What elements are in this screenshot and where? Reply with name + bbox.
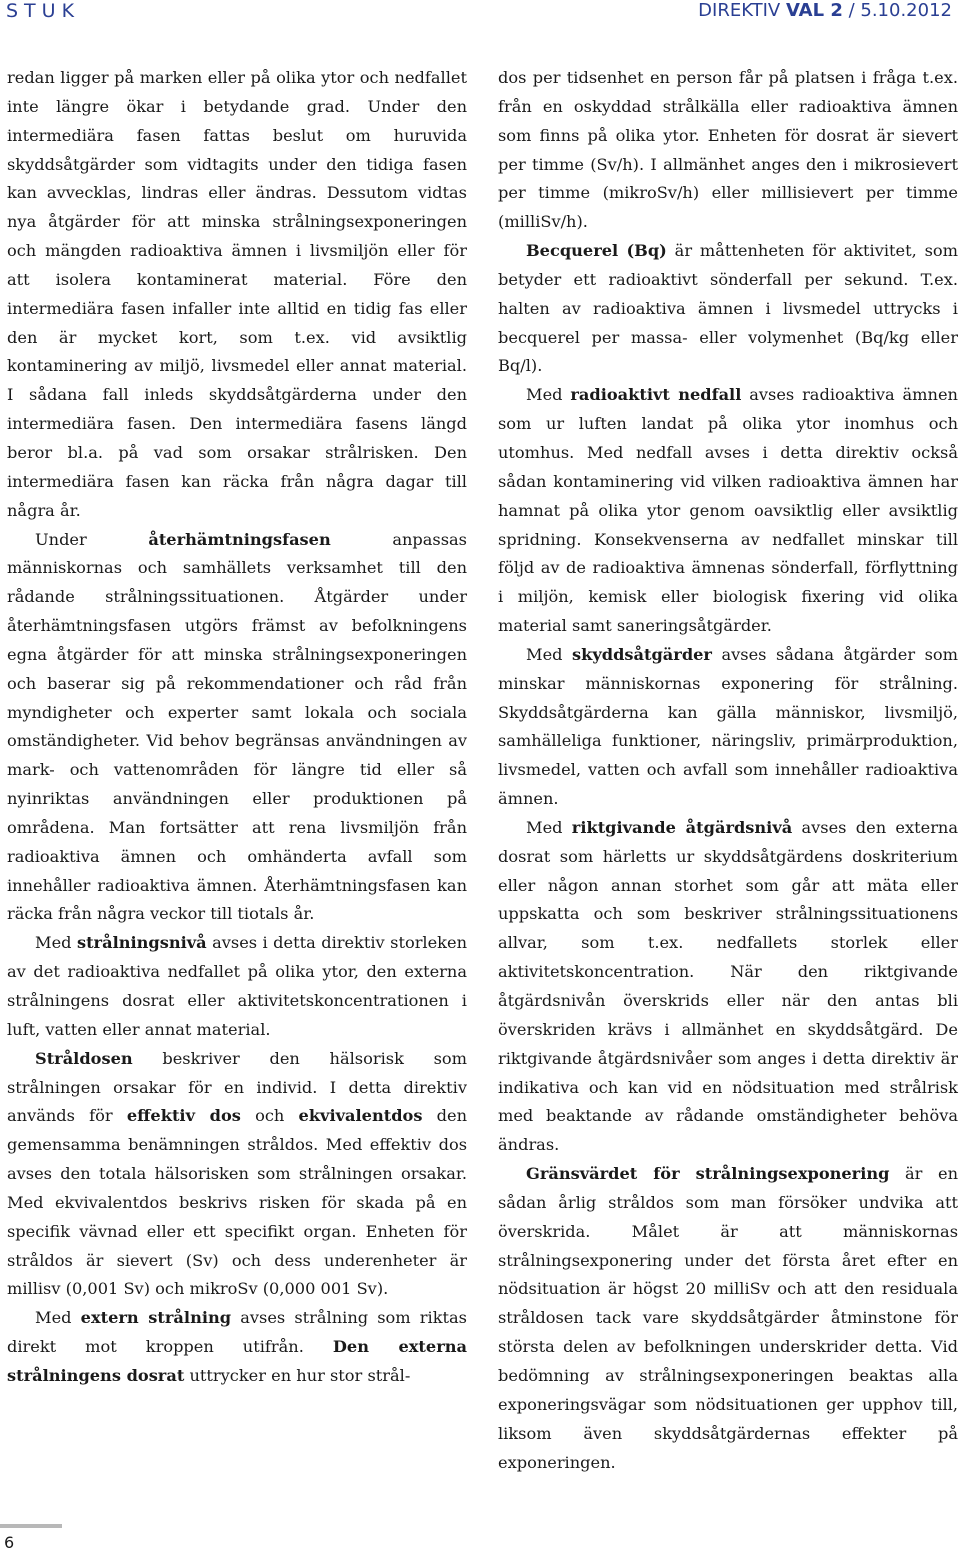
term-bold: Stråldosen xyxy=(35,1048,133,1068)
text: den gemensamma benämningen stråldos. Med effektiv dos avses den totala hälsorisken som strålningen orsakar. Med ekvivalentdos beskrivs risken för skada på en specifik vävnad eller ett specifikt organ. Enheten för stråldos är sievert (Sv) och dess underenheter är millisv (0,001 Sv) och mikroSv (0,000 001 Sv). xyxy=(7,1106,468,1299)
text: Med xyxy=(35,1308,81,1328)
paragraph xyxy=(7,1304,467,1391)
text: avses den externa dosrat som härletts ur skyddsåtgärdens doskriterium eller någon annan storhet som går att mäta eller uppskatta och som beskriver strålningssituationens allvar, som t.ex. nedfallets storlek eller aktivitetskoncentration. När den riktgivande åtgärdsnivån överskrids eller när den antas bli överskriden krävs i allmänhet en skyddsåtgärd. De riktgivande åtgärdsnivåer som anges i detta direktiv är indikativa och kan vid en nödsituation med strålrisk med beaktande av rådande omständigheter behöva ändras. xyxy=(498,817,959,1155)
term-bold: ekvivalentdos xyxy=(298,1106,423,1126)
term-bold: Gränsvärdet för strålningsexponering xyxy=(526,1164,890,1184)
term-bold: återhämtningsfasen xyxy=(148,529,331,549)
term-bold: effektiv dos xyxy=(126,1106,241,1126)
right-column xyxy=(498,64,958,1477)
paragraph xyxy=(498,641,958,814)
document-reference xyxy=(698,0,952,21)
text: avses radioaktiva ämnen som ur luften landat på olika ytor inomhus och utomhus. Med nedfall avses i detta direktiv också sådan kontaminering vid vilken radioaktiva ämnen har hamnat på olika ytor genom oavsiktlig eller avsiktlig spridning. Konsekvenserna av nedfallet minskar till följd av de radioaktiva ämnenas sönderfall, förflyttning i miljön, kemisk eller biologisk fixering vid olika material samt saneringsåtgärder. xyxy=(498,385,958,636)
term-bold: Becquerel (Bq) xyxy=(526,241,667,261)
paragraph xyxy=(498,1160,958,1477)
term-bold: strålningsnivå xyxy=(76,933,207,953)
text: är en sådan årlig stråldos som man försöker undvika att överskrida. Målet är att människornas strålningsexponering under det första året efter en nödsituation är högst 20 milliSv och att den residuala stråldosen tack vare skyddsåtgärder åtminstone för största delen av befolkningen underskrider detta. Vid bedömning av strålningsexponeringen beaktas alla exponeringsvägar som nödsituationen ger upphov till, liksom även skyddsåtgärdernas effekter på exponeringen. xyxy=(498,1164,959,1472)
paragraph xyxy=(7,929,467,1044)
text: avses strålning som riktas direkt mot kroppen utifrån. xyxy=(7,1308,467,1357)
paragraph: redan ligger på marken eller på olika ytor och nedfallet inte längre ökar i betydande grad. Under den intermediära fasen fattas beslut om huruvida skyddsåtgärder som vidtagits under den tidiga fasen kan avvecklas, lindras eller ändras. Dessutom vidtas nya åtgärder för att minska strålningsexponeringen och mängden radioaktiva ämnen i livsmiljön eller för att isolera kontaminerat material. Före den intermediära fasen infaller inte alltid en tidig fas eller den är mycket kort, som t.ex. vid avsiktlig kontaminering av miljö, livsmedel eller annat material. I sådana fall inleds skyddsåtgärderna under den intermediära fasen. Den intermediära fasens längd beror bl.a. på vad som orsakar strålrisken. Den intermediära fasen kan räcka från några dagar till några år. xyxy=(7,68,467,520)
term-bold: extern strålning xyxy=(80,1308,232,1328)
text: Under xyxy=(35,529,149,549)
text: avses i detta direktiv storleken av det radioaktiva nedfallet på olika ytor, den externa strålningens dosrat eller aktivitetskoncentrationen i luft, vatten eller annat material. xyxy=(7,933,468,1039)
text: Med xyxy=(526,817,572,837)
publisher-name: STUK xyxy=(6,0,81,22)
doc-ref-date: / 5.10.2012 xyxy=(842,0,952,21)
left-column xyxy=(7,64,467,1391)
term-bold: Den externa strålningens dosrat xyxy=(7,1337,467,1385)
text: och xyxy=(240,1106,299,1126)
text: är måttenheten för aktivitet, som betyder ett radioaktivt sönderfall per sekund. T.ex. halten av radioaktiva ämnen i livsmedel uttrycks i becquerel per massa- eller volymenhet (Bq/kg eller Bq/l). xyxy=(498,241,958,376)
text: Med xyxy=(35,933,77,953)
doc-ref-prefix: DIREKTIV xyxy=(698,0,786,21)
paragraph: dos per tidsenhet en person får på platsen i fråga t.ex. från en oskyddad strålkälla eller radioaktiva ämnen som finns på olika ytor. Enheten för dosrat är sievert per timme (Sv/h). I allmänhet anges den i mikrosievert per timme (mikroSv/h) eller millisievert per timme (milliSv/h). xyxy=(498,68,958,232)
text: avses sådana åtgärder som minskar människornas exponering för strålning. Skyddsåtgärderna kan gälla människor, livsmiljö, samhälleliga funktioner, näringsliv, primärproduktion, livsmedel, vatten och avfall som innehåller radioaktiva ämnen. xyxy=(498,644,959,809)
paragraph xyxy=(498,237,958,381)
page-number: 6 xyxy=(4,1533,15,1552)
term-bold: radioaktivt nedfall xyxy=(570,385,742,405)
text: uttrycker en hur stor strål- xyxy=(184,1365,411,1385)
paragraph xyxy=(7,1045,467,1305)
doc-ref-code: VAL 2 xyxy=(785,0,843,21)
footer-rule xyxy=(0,1524,62,1528)
term-bold: skyddsåtgärder xyxy=(572,644,712,664)
text: anpassas människornas och samhällets verksamhet till den rådande strålningssituationen. Åtgärder under återhämtningsfasen utgörs främst av befolkningens egna åtgärder för att minska strålningsexponeringen och baserar sig på rekommendationer och råd från myndigheter och experter samt lokala och sociala omständigheter. Vid behov begränsas användningen av mark- och vattenområden för längre tid eller så nyinriktas användningen eller produktionen på områdena. Man fortsätter att rena livsmiljön från radioaktiva ämnen och omhänderta avfall som innehåller radioaktiva ämnen. Återhämtningsfasen kan räcka från några veckor till tiotals år. xyxy=(7,529,467,924)
text: Med xyxy=(526,644,573,664)
paragraph xyxy=(498,814,958,1160)
paragraph xyxy=(7,526,467,930)
text: Med xyxy=(526,385,571,405)
text: beskriver den hälsorisk som strålningen orsakar för en individ. I detta direktiv används för xyxy=(7,1048,467,1126)
paragraph xyxy=(498,381,958,641)
term-bold: riktgivande åtgärdsnivå xyxy=(571,817,793,837)
